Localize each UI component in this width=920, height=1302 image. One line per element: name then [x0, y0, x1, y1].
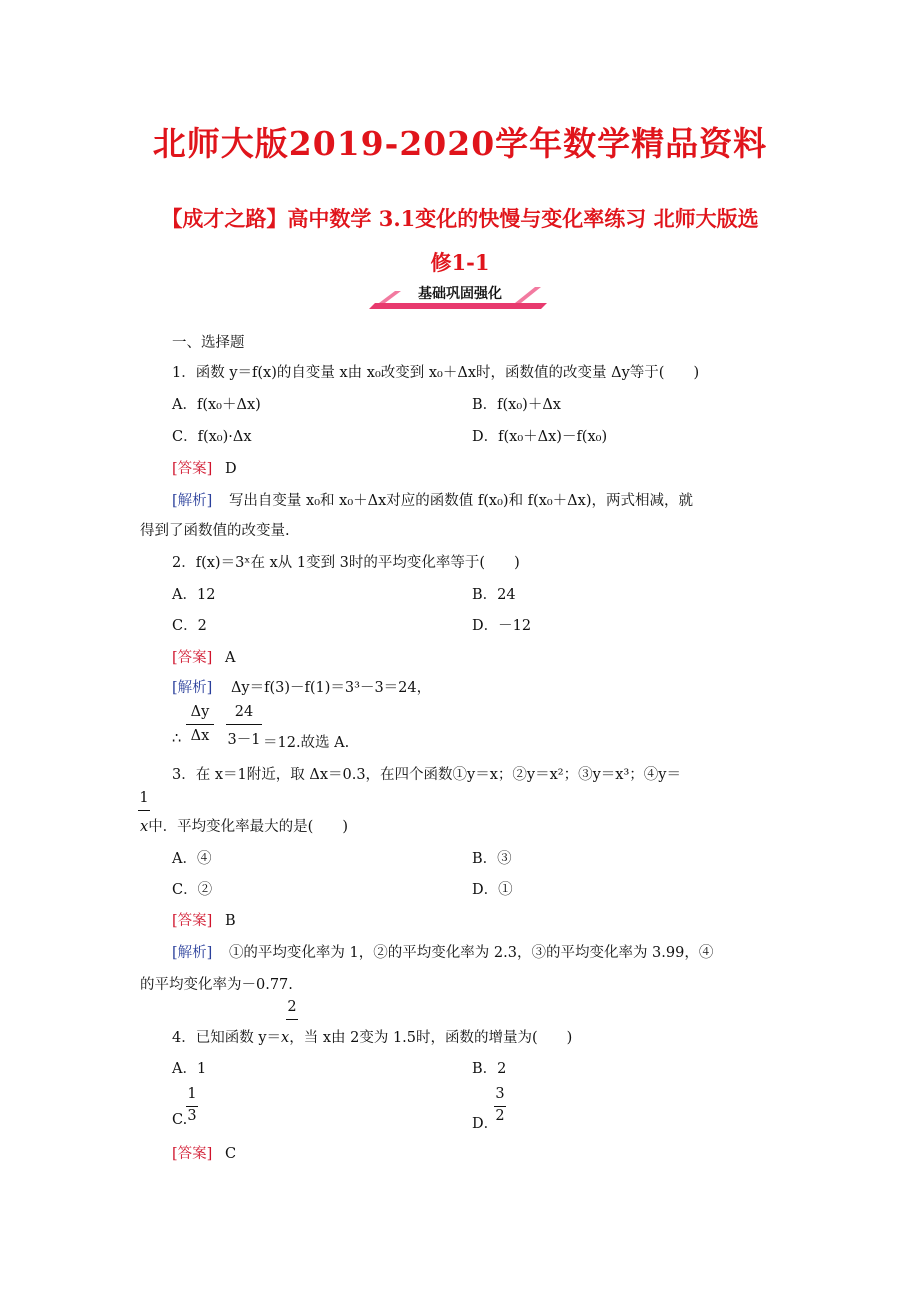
q2-answer: A: [224, 650, 236, 666]
q3-answer: B: [224, 913, 236, 929]
q2-frac2-denominator: 3－1: [227, 732, 261, 748]
q4-frac-bar: [286, 1019, 298, 1020]
q3-option-d: D．①: [472, 882, 513, 898]
q2-frac1-bar: [186, 724, 214, 725]
q3-frac-bar: [138, 810, 150, 811]
q3-analysis-tag: [解析]: [172, 945, 213, 961]
q2-frac1-denominator: Δx: [190, 728, 210, 744]
q4-option-d-bar: [494, 1106, 506, 1107]
q4-stem-prefix: 4．已知函数 y＝: [172, 1030, 282, 1046]
q4-stem-suffix: ，当 x由 2变为 1.5时，函数的增量为( ): [289, 1030, 573, 1046]
banner-text: 基础巩固强化: [418, 286, 502, 302]
q1-option-c: C．f(x₀)·Δx: [172, 429, 252, 445]
document-subtitle-line1: 【成才之路】高中数学 3.1变化的快慢与变化率练习 北师大版选: [161, 206, 759, 231]
q3-option-c: C．②: [172, 882, 213, 898]
q1-option-d: D．f(x₀＋Δx)－f(x₀): [472, 429, 608, 445]
q2-option-c: C．2: [172, 618, 207, 634]
q4-option-b: B．2: [472, 1061, 507, 1077]
q3-frac-denominator: x: [140, 819, 149, 835]
q3-option-b: B．③: [472, 851, 512, 867]
q3-frac-numerator: 1: [139, 790, 149, 806]
q1-analysis-line1: 写出自变量 x₀和 x₀＋Δx对应的函数值 f(x₀)和 f(x₀＋Δx)，两式相减，就: [228, 493, 693, 509]
q4-option-c-label: C.: [172, 1112, 188, 1128]
q2-analysis-line2: ＝12.故选 A.: [263, 735, 350, 751]
q4-option-a: A．1: [172, 1061, 207, 1077]
q2-answer-tag: [答案]: [172, 650, 213, 666]
q3-analysis-line1: ①的平均变化率为 1，②的平均变化率为 2.3，③的平均变化率为 3.99，④: [228, 945, 714, 961]
q1-answer: D: [224, 461, 237, 477]
q3-analysis-line2: 的平均变化率为－0.77.: [140, 977, 293, 993]
section-banner: [365, 281, 555, 311]
q2-option-a: A．12: [172, 587, 216, 603]
section-heading: 一、选择题: [172, 335, 245, 351]
q4-option-c-denominator: 3: [187, 1108, 197, 1124]
q2-frac2-bar: [226, 724, 262, 725]
q4-frac-denominator: x: [281, 1030, 290, 1046]
q3-answer-tag: [答案]: [172, 913, 213, 929]
q2-analysis-line1: Δy＝f(3)－f(1)＝3³－3＝24，: [230, 680, 432, 696]
q1-option-b: B．f(x₀)＋Δx: [472, 397, 561, 413]
q4-option-c-bar: [186, 1106, 198, 1107]
q4-option-d-label: D．: [472, 1116, 499, 1132]
q4-frac-numerator: 2: [287, 999, 297, 1015]
q1-analysis-line2: 得到了函数值的改变量.: [140, 523, 290, 539]
q4-answer-tag: [答案]: [172, 1146, 213, 1162]
q2-analysis-tag: [解析]: [172, 680, 213, 696]
document-subtitle-line2: 修1-1: [430, 250, 490, 275]
q2-frac1-numerator: Δy: [190, 704, 210, 720]
q4-option-d-denominator: 2: [495, 1108, 505, 1124]
therefore-symbol: ∴: [172, 731, 182, 747]
q1-analysis-tag: [解析]: [172, 493, 213, 509]
q4-option-d-numerator: 3: [495, 1086, 505, 1102]
q2-option-d: D．－12: [472, 618, 532, 634]
q4-answer: C: [224, 1146, 237, 1162]
q2-frac2-numerator: 24: [234, 704, 254, 720]
q1-stem: 1．函数 y＝f(x)的自变量 x由 x₀改变到 x₀＋Δx时，函数值的改变量 Δy等于( ): [172, 365, 700, 381]
q2-stem: 2．f(x)＝3ˣ在 x从 1变到 3时的平均变化率等于( ): [172, 555, 520, 571]
document-title: 北师大版2019-2020学年数学精品资料: [152, 124, 768, 163]
q1-answer-tag: [答案]: [172, 461, 213, 477]
q4-option-c-numerator: 1: [187, 1086, 197, 1102]
q3-stem: 3．在 x＝1附近，取 Δx＝0.3，在四个函数①y＝x；②y＝x²；③y＝x³；④y＝: [172, 767, 681, 783]
q2-option-b: B．24: [472, 587, 516, 603]
q3-option-a: A．④: [172, 851, 212, 867]
q1-option-a: A．f(x₀＋Δx): [172, 397, 261, 413]
q3-stem-line2: 中．平均变化率最大的是( ): [148, 819, 349, 835]
